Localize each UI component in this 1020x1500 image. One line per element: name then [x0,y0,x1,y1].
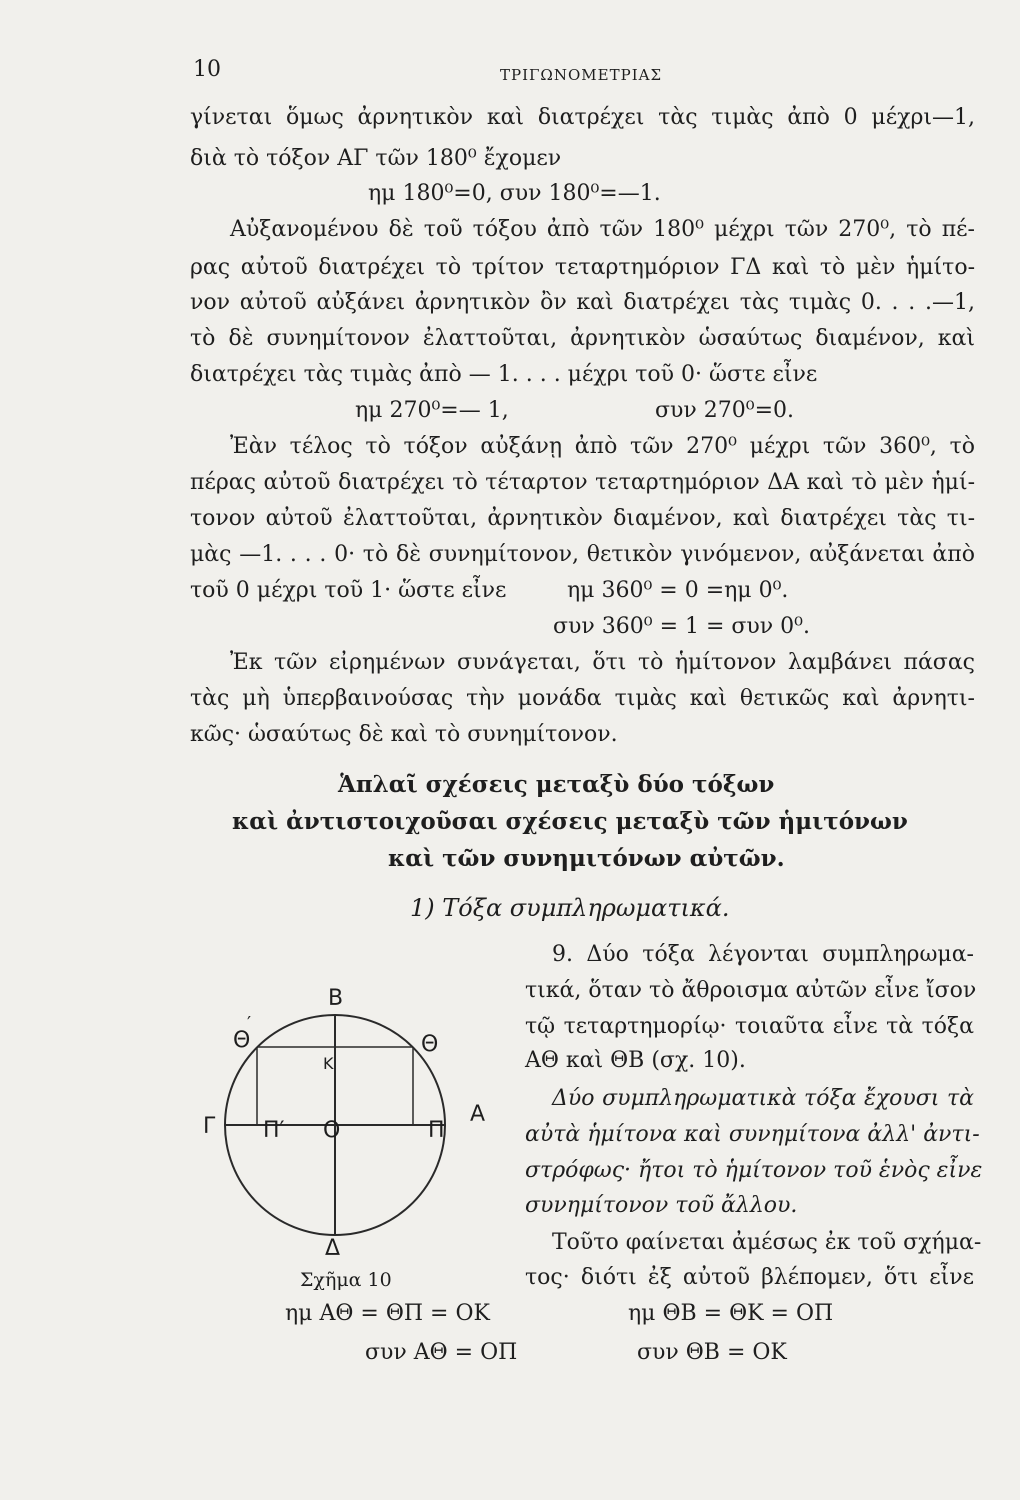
text-line: τος· διότι ἐξ αὐτοῦ βλέπομεν, ὅτι εἶνε [525,1265,974,1290]
label-theta: Θ [421,1032,439,1057]
formula-cos-TB: συν ΘΒ = ΟΚ [637,1340,787,1365]
text-line: ρας αὐτοῦ διατρέχει τὸ τρίτον τεταρτημόριον ΓΔ καὶ τὸ μὲν ἡμίτο- [190,255,975,280]
formula-sin-TB: ημ ΘΒ = ΘΚ = ΟΠ [628,1301,834,1326]
label-K: Κ [323,1054,334,1073]
formula-cos-AT: συν ΑΘ = ΟΠ [365,1340,518,1365]
text-line: πέρας αὐτοῦ διατρέχει τὸ τέταρτον τεταρτημόριον ΔΑ καὶ τὸ μὲν ἡμί- [190,470,975,495]
label-O: Ο [323,1118,341,1143]
text-line: τικά, ὅταν τὸ ἄθροισμα αὐτῶν εἶνε ἴσον [525,978,977,1003]
text-line: Ἐὰν τέλος τὸ τόξον αὐξάνῃ ἀπὸ τῶν 270⁰ μέχρι τῶν 360⁰, τὸ [230,434,975,459]
figure-caption: Σχῆμα 10 [300,1269,392,1291]
subsection-title: 1) Τόξα συμπληρωματικά. [410,894,730,922]
formula-line: ημ 270⁰=— 1, [355,398,509,423]
text-line: 9. Δύο τόξα λέγονται συμπληρωμα- [552,942,974,967]
text-line: Τοῦτο φαίνεται ἀμέσως ἐκ τοῦ σχήμα- [552,1230,982,1255]
text-line: Ἐκ τῶν εἰρημένων συνάγεται, ὅτι τὸ ἡμίτονον λαμβάνει πάσας [230,650,975,675]
label-prime-mark: ′ [247,1013,252,1034]
label-P-prime: Π′ [263,1118,285,1143]
formula-line: συν 360⁰ = 1 = συν 0⁰. [553,614,810,639]
text-line: διὰ τὸ τόξον ΑΓ τῶν 180⁰ ἔχομεν [190,146,562,171]
label-theta-prime: Θ [233,1028,251,1053]
text-line: γίνεται ὅμως ἀρνητικὸν καὶ διατρέχει τὰς τιμὰς ἀπὸ 0 μέχρι—1, [190,105,975,130]
page-number: 10 [193,57,221,82]
formula-line: ημ 360⁰ = 0 =ημ 0⁰. [567,578,789,603]
text-line: τὸ δὲ συνημίτονον ἐλαττοῦται, ἀρνητικὸν ὡσαύτως διαμένον, καὶ [190,326,975,351]
formula-line: ημ 180⁰=0, συν 180⁰=—1. [368,181,661,206]
text-line: τονον αὐτοῦ ἐλαττοῦται, ἀρνητικὸν διαμένον, καὶ διατρέχει τὰς τι- [190,506,975,531]
text-line: κῶς· ὡσαύτως δὲ καὶ τὸ συνημίτονον. [190,722,618,747]
text-line: στρόφως· ἤτοι τὸ ἡμίτονον τοῦ ἑνὸς εἶνε [525,1158,983,1183]
label-Gamma: Γ [203,1114,216,1139]
running-head: ΤΡΙΓΩΝΟΜΕΤΡΙΑΣ [500,66,663,84]
formula-sin-AT: ημ ΑΘ = ΘΠ = ΟΚ [285,1301,490,1326]
text-line: ΑΘ καὶ ΘΒ (σχ. 10). [525,1048,746,1073]
text-line: τῷ τεταρτημορίῳ· τοιαῦτα εἶνε τὰ τόξα [525,1014,974,1039]
formula-line: συν 270⁰=0. [655,398,794,423]
text-line: Δύο συμπληρωματικὰ τόξα ἔχουσι τὰ [552,1086,974,1111]
heading-line: καὶ τῶν συνημιτόνων αὐτῶν. [388,845,785,872]
text-line: μὰς —1. . . . 0· τὸ δὲ συνημίτονον, θετικὸν γινόμενον, αὐξάνεται ἀπὸ [190,542,975,567]
text-line: Αὐξανομένου δὲ τοῦ τόξου ἀπὸ τῶν 180⁰ μέχρι τῶν 270⁰, τὸ πέ- [230,217,975,242]
heading-line: καὶ ἀντιστοιχοῦσαι σχέσεις μεταξὺ τῶν ἡμιτόνων [232,808,908,835]
heading-line: Ἁπλαῖ σχέσεις μεταξὺ δύο τόξων [338,771,775,798]
text-line: νον αὐτοῦ αὐξάνει ἀρνητικὸν ὂν καὶ διατρέχει τὰς τιμὰς 0. . . .—1, [190,290,975,315]
text-line: αὐτὰ ἡμίτονα καὶ συνημίτονα ἀλλ' ἀντι- [525,1122,980,1147]
label-Delta: Δ [325,1236,341,1261]
label-A: Α [470,1102,486,1127]
text-line: διατρέχει τὰς τιμὰς ἀπὸ — 1. . . . μέχρι τοῦ 0· ὥστε εἶνε [190,362,818,387]
figure-10 [195,955,515,1265]
text-line: τοῦ 0 μέχρι τοῦ 1· ὥστε εἶνε [190,578,507,603]
label-B: Β [328,986,344,1011]
text-line: συνημίτονον τοῦ ἄλλου. [525,1193,798,1218]
text-line: τὰς μὴ ὑπερβαινούσας τὴν μονάδα τιμὰς καὶ θετικῶς καὶ ἀρνητι- [190,686,975,711]
label-P: Π [428,1118,445,1143]
